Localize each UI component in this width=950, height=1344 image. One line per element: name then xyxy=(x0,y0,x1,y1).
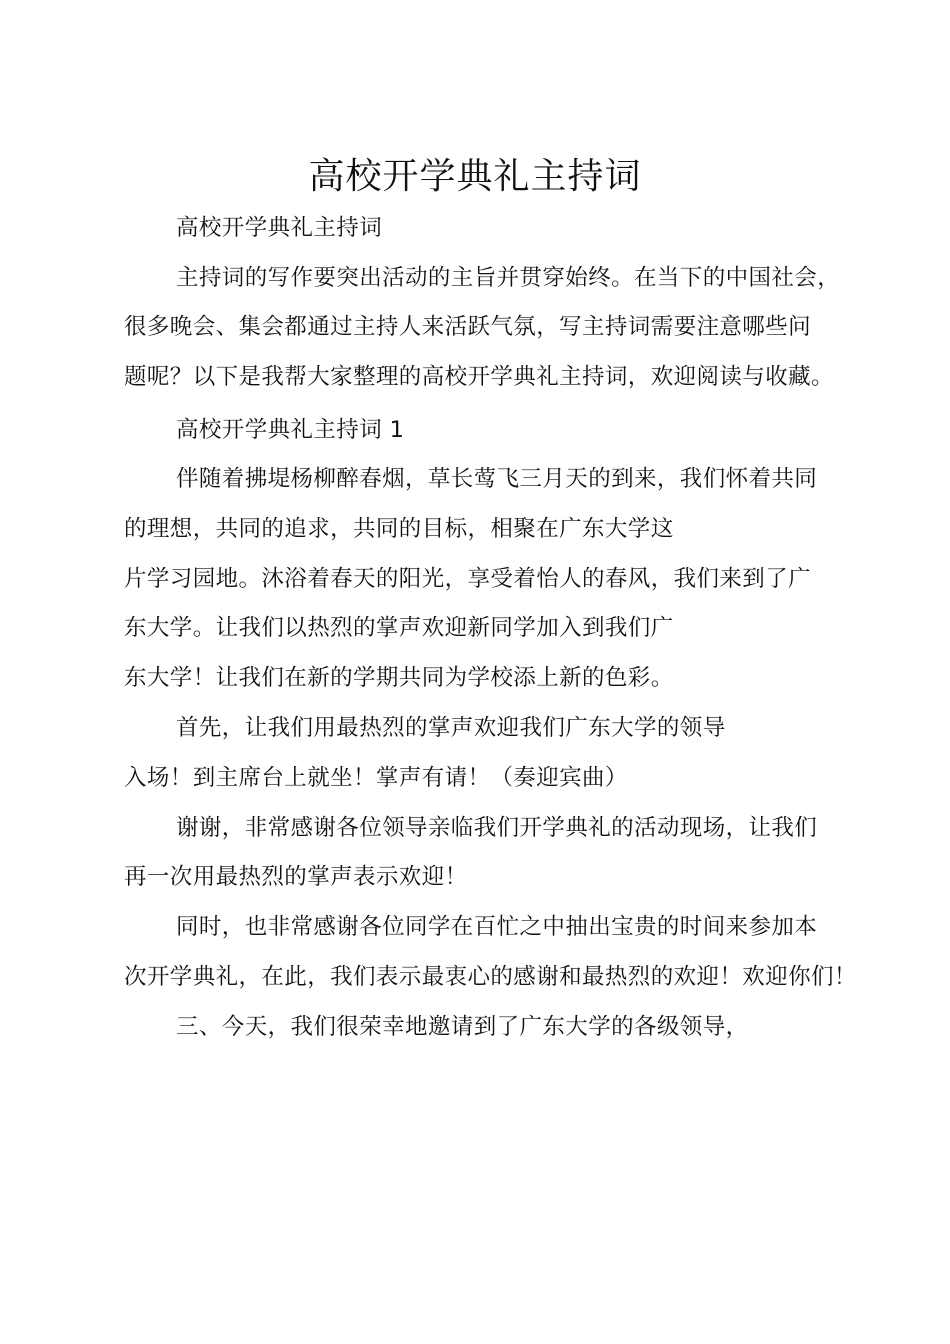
text-line-6: 伴随着拂堤杨柳醉春烟，草长莺飞三月天的到来，我们怀着共同 xyxy=(176,466,818,492)
text-line-14: 再一次用最热烈的掌声表示欢迎！ xyxy=(124,864,468,890)
document-title: 高校开学典礼主持词 xyxy=(308,156,642,197)
text-line-2: 主持词的写作要突出活动的主旨并贯穿始终。在当下的中国社会， xyxy=(176,265,841,291)
text-line-9: 东大学。让我们以热烈的掌声欢迎新同学加入到我们广 xyxy=(124,615,674,641)
text-line-11: 首先，让我们用最热烈的掌声欢迎我们广东大学的领导 xyxy=(176,715,726,741)
text-line-7: 的理想，共同的追求，共同的目标，相聚在广东大学这 xyxy=(124,516,674,542)
text-line-16: 次开学典礼，在此，我们表示最衷心的感谢和最热烈的欢迎！欢迎你们！ xyxy=(124,964,857,990)
text-line-17: 三、今天，我们很荣幸地邀请到了广东大学的各级领导， xyxy=(176,1014,749,1040)
text-line-4: 题呢？以下是我帮大家整理的高校开学典礼主持词，欢迎阅读与收藏。 xyxy=(124,364,834,390)
text-line-5: 高校开学典礼主持词 1 xyxy=(176,417,405,443)
text-line-15: 同时，也非常感谢各位同学在百忙之中抽出宝贵的时间来参加本 xyxy=(176,914,818,940)
text-line-8: 片学习园地。沐浴着春天的阳光，享受着怡人的春风，我们来到了广 xyxy=(124,566,812,592)
text-line-12: 入场！到主席台上就坐！掌声有请！（奏迎宾曲） xyxy=(124,765,628,791)
text-line-13: 谢谢，非常感谢各位领导亲临我们开学典礼的活动现场，让我们 xyxy=(176,815,818,841)
text-line-3: 很多晚会、集会都通过主持人来活跃气氛，写主持词需要注意哪些问 xyxy=(124,314,812,340)
text-line-10: 东大学！让我们在新的学期共同为学校添上新的色彩。 xyxy=(124,665,674,691)
text-line-1: 高校开学典礼主持词 xyxy=(176,215,383,241)
